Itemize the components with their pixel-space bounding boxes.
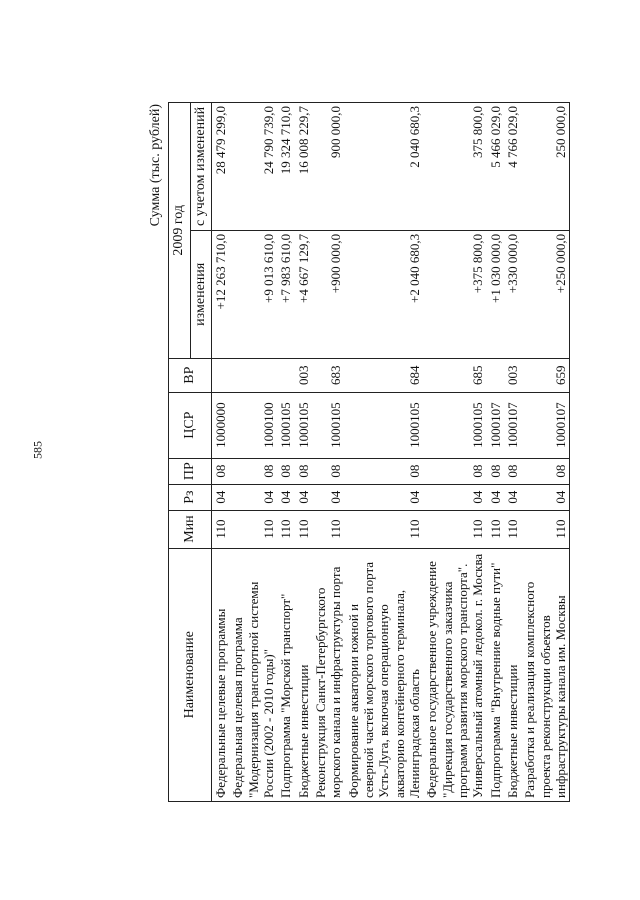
cell-pr: 08	[277, 458, 294, 484]
cell-name: Реконструкция Санкт-Петербургского морского канала и инфраструктуры порта	[312, 548, 345, 801]
cell-min: 110	[212, 510, 230, 548]
header-csr: ЦСР	[169, 392, 212, 458]
cell-name: Подпрограмма "Морской транспорт"	[277, 548, 294, 801]
cell-vr: 003	[295, 358, 312, 392]
table-row	[423, 103, 486, 802]
cell-pr: 08	[229, 458, 277, 484]
cell-total: 4 766 029,0	[504, 103, 521, 231]
cell-rz: 04	[521, 484, 569, 510]
cell-csr: 1000105	[345, 392, 424, 458]
cell-total: 375 800,0	[423, 103, 486, 231]
cell-min: 110	[504, 510, 521, 548]
cell-vr: 683	[312, 358, 345, 392]
cell-vr	[277, 358, 294, 392]
cell-pr: 08	[212, 458, 230, 484]
cell-changes: +330 000,0	[504, 230, 521, 358]
cell-total: 19 324 710,0	[277, 103, 294, 231]
cell-rz: 04	[212, 484, 230, 510]
cell-name: Федеральное государственное учреждение "Дирекция государственного заказчика программ развития морского транспорта". Универсальный атомный ледокол. г. Москва	[423, 548, 486, 801]
cell-csr: 1000105	[295, 392, 312, 458]
header-rz: Рз	[169, 484, 212, 510]
table-body	[212, 103, 570, 802]
cell-changes: +12 263 710,0	[212, 230, 230, 358]
table-row	[277, 103, 294, 802]
cell-pr: 08	[487, 458, 504, 484]
table-row	[312, 103, 345, 802]
cell-vr	[487, 358, 504, 392]
cell-rz: 04	[312, 484, 345, 510]
header-with-changes: с учетом изменений	[190, 103, 212, 231]
cell-total: 250 000,0	[521, 103, 569, 231]
cell-changes: +375 800,0	[423, 230, 486, 358]
cell-vr: 003	[504, 358, 521, 392]
cell-name: Федеральные целевые программы	[212, 548, 230, 801]
cell-changes: +9 013 610,0	[229, 230, 277, 358]
cell-pr: 08	[312, 458, 345, 484]
header-year: 2009 год	[169, 103, 191, 359]
page-number: 585	[30, 441, 45, 459]
table-row	[212, 103, 230, 802]
cell-changes: +7 983 610,0	[277, 230, 294, 358]
cell-vr	[212, 358, 230, 392]
cell-pr: 08	[521, 458, 569, 484]
table-row	[521, 103, 569, 802]
cell-pr: 08	[295, 458, 312, 484]
cell-rz: 04	[277, 484, 294, 510]
cell-vr: 685	[423, 358, 486, 392]
cell-vr: 684	[345, 358, 424, 392]
cell-csr: 1000105	[312, 392, 345, 458]
cell-rz: 04	[345, 484, 424, 510]
cell-vr: 659	[521, 358, 569, 392]
cell-min: 110	[345, 510, 424, 548]
cell-min: 110	[312, 510, 345, 548]
cell-min: 110	[277, 510, 294, 548]
cell-csr: 1000107	[487, 392, 504, 458]
cell-pr: 08	[504, 458, 521, 484]
table-row	[345, 103, 424, 802]
cell-changes: +2 040 680,3	[345, 230, 424, 358]
table-row	[504, 103, 521, 802]
cell-total: 5 466 029,0	[487, 103, 504, 231]
header-pr: ПР	[169, 458, 212, 484]
cell-rz: 04	[423, 484, 486, 510]
cell-min: 110	[521, 510, 569, 548]
cell-rz: 04	[295, 484, 312, 510]
header-changes: изменения	[190, 230, 212, 358]
header-vr: ВР	[169, 358, 212, 392]
cell-csr: 1000107	[504, 392, 521, 458]
cell-total: 16 008 229,7	[295, 103, 312, 231]
cell-csr: 1000000	[212, 392, 230, 458]
cell-min: 110	[487, 510, 504, 548]
cell-rz: 04	[229, 484, 277, 510]
cell-name: Бюджетные инвестиции	[504, 548, 521, 801]
cell-changes: +900 000,0	[312, 230, 345, 358]
header-min: Мин	[169, 510, 212, 548]
header-name: Наименование	[169, 548, 212, 801]
cell-rz: 04	[504, 484, 521, 510]
cell-pr: 08	[345, 458, 424, 484]
cell-pr: 08	[423, 458, 486, 484]
header-row	[169, 103, 191, 802]
cell-csr: 1000105	[423, 392, 486, 458]
cell-total: 900 000,0	[312, 103, 345, 231]
budget-table	[168, 102, 570, 802]
cell-changes: +1 030 000,0	[487, 230, 504, 358]
cell-name: Подпрограмма "Внутренние водные пути"	[487, 548, 504, 801]
cell-csr: 1000100	[229, 392, 277, 458]
cell-min: 110	[295, 510, 312, 548]
cell-csr: 1000107	[521, 392, 569, 458]
cell-total: 28 479 299,0	[212, 103, 230, 231]
cell-name: Разработка и реализация комплексного проекта реконструкции объектов инфраструктуры канала им. Москвы	[521, 548, 569, 801]
cell-total: 2 040 680,3	[345, 103, 424, 231]
table-row	[487, 103, 504, 802]
cell-changes: +250 000,0	[521, 230, 569, 358]
table-row	[295, 103, 312, 802]
rotated-document	[148, 102, 568, 802]
cell-min: 110	[229, 510, 277, 548]
cell-rz: 04	[487, 484, 504, 510]
table-row	[229, 103, 277, 802]
cell-total: 24 790 739,0	[229, 103, 277, 231]
cell-name: Бюджетные инвестиции	[295, 548, 312, 801]
cell-vr	[229, 358, 277, 392]
unit-label: Сумма (тыс. рублей)	[148, 104, 163, 227]
cell-min: 110	[423, 510, 486, 548]
cell-name: Федеральная целевая программа "Модернизация транспортной системы России (2002 - 2010 годы)"	[229, 548, 277, 801]
cell-name: Формирование акватории южной и северной частей морского торгового порта Усть-Луга, включая операционную акваторию контейнерного терминала, Ленинградская область	[345, 548, 424, 801]
cell-csr: 1000105	[277, 392, 294, 458]
cell-changes: +4 667 129,7	[295, 230, 312, 358]
